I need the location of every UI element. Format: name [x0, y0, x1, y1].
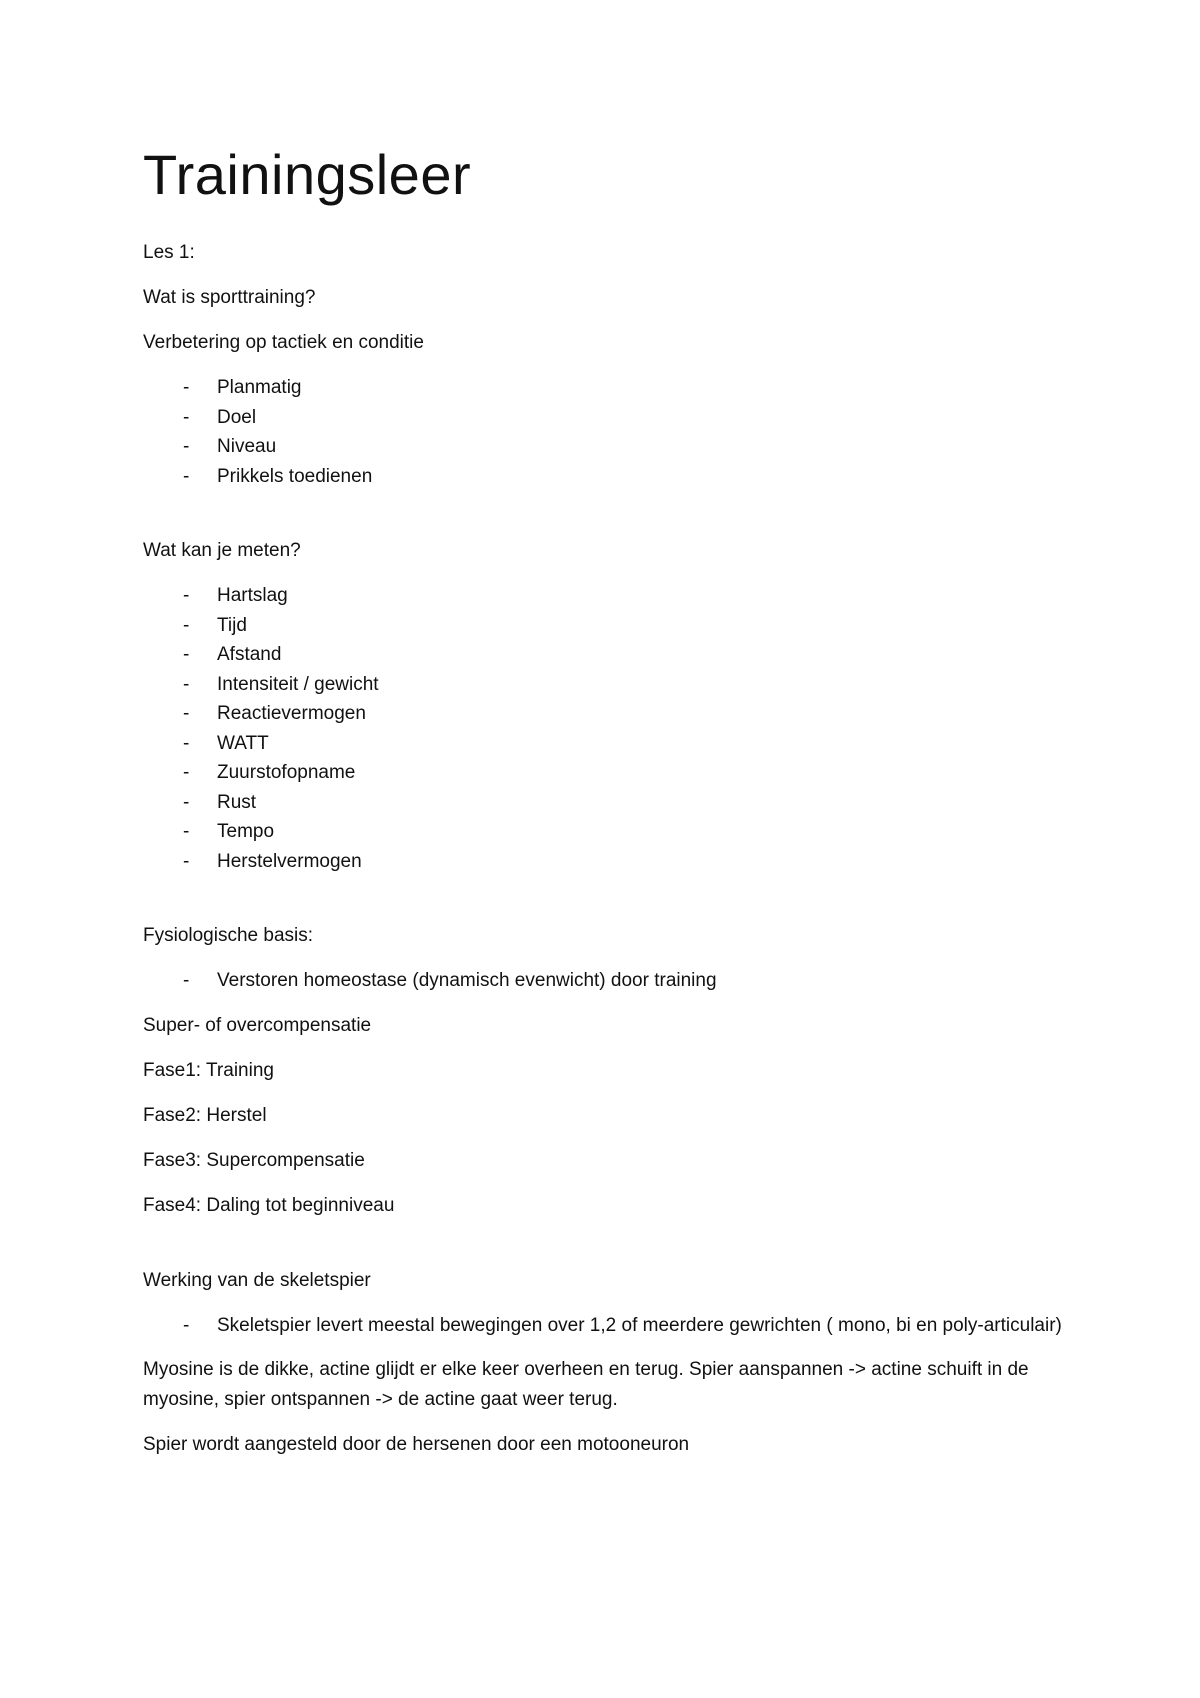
document-title: Trainingsleer	[143, 143, 472, 206]
list-item	[143, 966, 1063, 996]
list-item	[143, 729, 1063, 759]
list-item	[143, 403, 1063, 433]
dash-bullet: -	[183, 762, 190, 783]
list-item-text: Hartslag	[217, 585, 288, 606]
heading-werking-skeletspier: Werking van de skeletspier	[143, 1269, 371, 1291]
paragraph-fase1: Fase1: Training	[143, 1059, 274, 1081]
dash-bullet: -	[183, 850, 190, 872]
spacer	[143, 506, 1063, 536]
list-item-text: Tempo	[217, 821, 275, 842]
list-item-text: Skeletspier levert meestal bewegingen over 1,2 of meerdere gewrichten ( mono, bi en poly-articulair)	[217, 1314, 1062, 1336]
list-sporttraining	[143, 373, 1063, 491]
paragraph-supercompensatie: Super- of overcompensatie	[143, 1014, 372, 1036]
dash-bullet: -	[183, 436, 190, 457]
list-item	[143, 432, 1063, 462]
list-item-text: Verstoren homeostase (dynamisch evenwicht) door training	[217, 970, 717, 991]
dash-bullet: -	[183, 821, 190, 842]
list-item-text: Rust	[217, 791, 257, 813]
heading-fysiologische-basis: Fysiologische basis:	[143, 925, 314, 946]
lesson-heading: Les 1:	[143, 242, 195, 263]
list-item-text: WATT	[217, 732, 269, 754]
paragraph-fase2: Fase2: Herstel	[143, 1104, 267, 1126]
dash-bullet: -	[183, 703, 190, 724]
list-item	[143, 699, 1063, 729]
list-item	[143, 817, 1063, 847]
list-item-text: Prikkels toedienen	[217, 465, 373, 487]
dash-bullet: -	[183, 791, 190, 813]
dash-bullet: -	[183, 644, 190, 665]
list-item	[143, 640, 1063, 670]
spacer	[143, 891, 1063, 921]
dash-bullet: -	[183, 673, 190, 695]
spacer	[143, 1236, 1063, 1266]
paragraph-fase4: Fase4: Daling tot beginniveau	[143, 1194, 395, 1216]
list-fysiologische-basis	[143, 966, 1063, 996]
dash-bullet: -	[183, 377, 190, 398]
list-item	[143, 1311, 1063, 1341]
paragraph-verbetering: Verbetering op tactiek en conditie	[143, 332, 424, 353]
list-item-text: Afstand	[217, 644, 282, 665]
question-sporttraining: Wat is sporttraining?	[143, 287, 316, 308]
list-item-text: Zuurstofopname	[217, 762, 356, 783]
dash-bullet: -	[183, 465, 190, 487]
dash-bullet: -	[183, 1314, 190, 1336]
list-item-text: Niveau	[217, 436, 277, 457]
document-body	[143, 140, 1063, 1475]
dash-bullet: -	[183, 732, 190, 754]
dash-bullet: -	[183, 585, 190, 606]
list-item	[143, 670, 1063, 700]
list-item	[143, 758, 1063, 788]
list-meten	[143, 581, 1063, 876]
list-item	[143, 581, 1063, 611]
paragraph-myosine: Myosine is de dikke, actine glijdt er elke keer overheen en terug. Spier aanspannen -> actine schuift in de myosine, spier ontspannen -> de actine gaat weer terug.	[143, 1359, 1029, 1410]
list-item	[143, 611, 1063, 641]
dash-bullet: -	[183, 406, 190, 428]
question-meten: Wat kan je meten?	[143, 540, 301, 561]
paragraph-spier-aangesteld: Spier wordt aangesteld door de hersenen door een motooneuron	[143, 1434, 690, 1455]
list-item-text: Doel	[217, 406, 257, 428]
list-item-text: Herstelvermogen	[217, 850, 362, 872]
list-item-text: Intensiteit / gewicht	[217, 673, 379, 695]
list-item	[143, 788, 1063, 818]
list-item-text: Reactievermogen	[217, 703, 366, 724]
dash-bullet: -	[183, 614, 190, 636]
paragraph-fase3: Fase3: Supercompensatie	[143, 1149, 365, 1171]
list-werking-skeletspier	[143, 1311, 1063, 1341]
list-item	[143, 847, 1063, 877]
dash-bullet: -	[183, 970, 190, 991]
list-item	[143, 462, 1063, 492]
list-item-text: Planmatig	[217, 377, 302, 398]
list-item-text: Tijd	[217, 614, 247, 636]
list-item	[143, 373, 1063, 403]
